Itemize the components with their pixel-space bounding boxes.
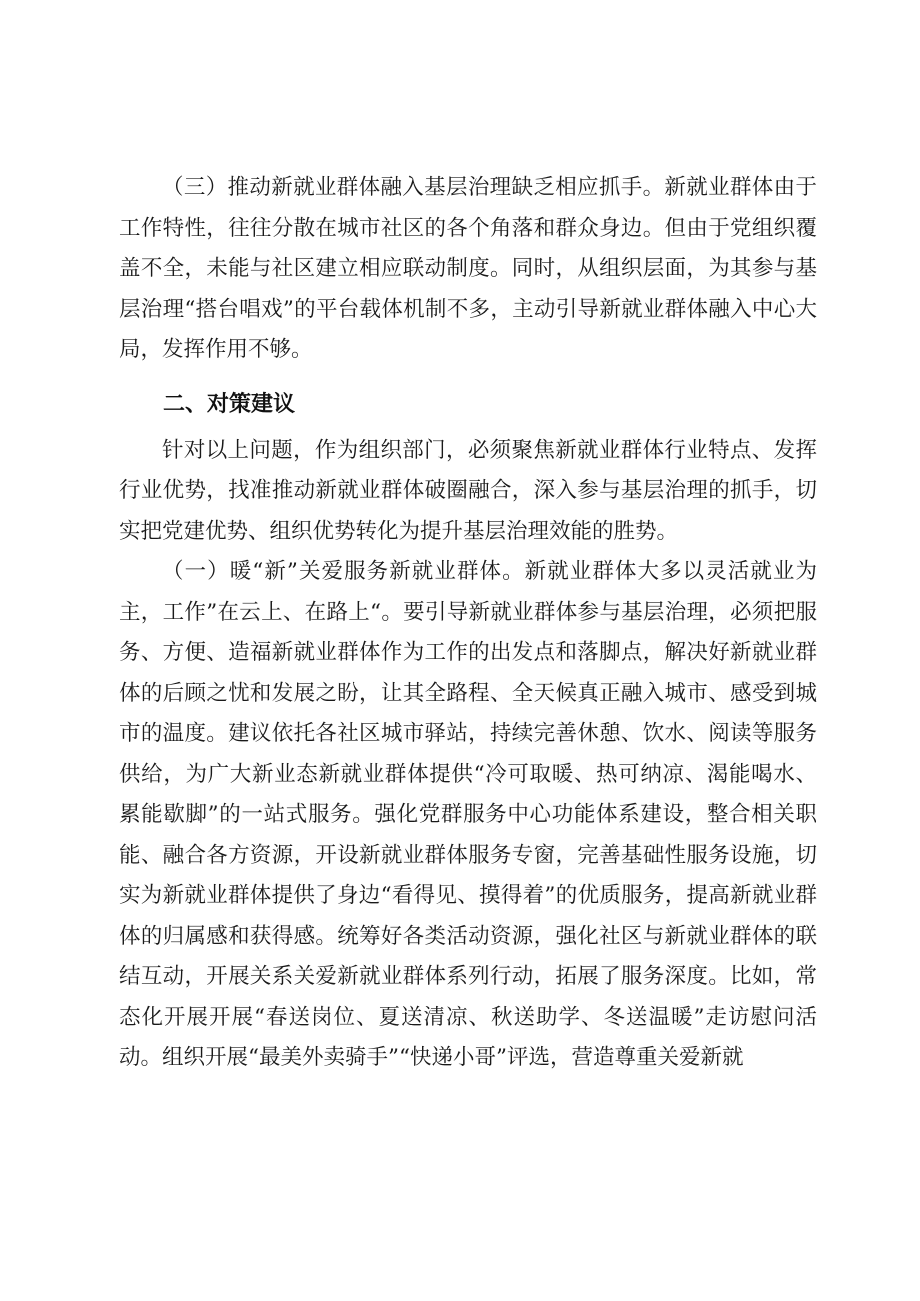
paragraph-part-1: （一）暖“新”关爱服务新就业群体。新就业群体大多以灵活就业为主，工作”在云上、在路上“。要引导新就业群体参与基层治理，必须把服务、方便、造福新就业群体作为工作的出发点和落脚点，解决好新就业群体的后顾之忧和发展之盼，让其全路程、全天候真正融入城市、感受到城市的温度。建议依托各社区城市驿站，持续完善休憩、饮水、阅读等服务供给，为广大新业态新就业群体提供“冷可取暖、热可纳凉、渴能喝水、累能歇脚”的一站式服务。强化党群服务中心功能体系建设，整合相关职能、融合各方资源，开设新就业群体服务专窗，完善基础性服务设施，切实为新就业群体提供了身边“看得见、摸得着”的优质服务，提高新就业群体的归属感和获得感。统筹好各类活动资源，强化社区与新就业群体的联结互动，开展关系关爱新就业群体系列行动，拓展了服务深度。比如，常态化开展开展“春送岗位、夏送清凉、秋送助学、冬送温暖”走访慰问活动。组织开展“最美外卖骑手”“快递小哥”评选，营造尊重关爱新就: [119, 559, 817, 1070]
paragraph-part-3: （三）推动新就业群体融入基层治理缺乏相应抓手。新就业群体由于工作特性，往往分散在城市社区的各个角落和群众身边。但由于党组织覆盖不全，未能与社区建立相应联动制度。同时，从组织层面，为其参与基层治理“搭台唱戏”的平台载体机制不多，主动引导新就业群体融入中心大局，发挥作用不够。: [119, 175, 817, 362]
section-heading-countermeasures: 二、对策建议: [163, 391, 296, 417]
document-body: [119, 168, 817, 1079]
intro-paragraph: 针对以上问题，作为组织部门，必须聚焦新就业群体行业特点、发挥行业优势，找准推动新就业群体破圈融合，深入参与基层治理的抓手，切实把党建优势、组织优势转化为提升基层治理效能的胜势。: [119, 437, 817, 544]
